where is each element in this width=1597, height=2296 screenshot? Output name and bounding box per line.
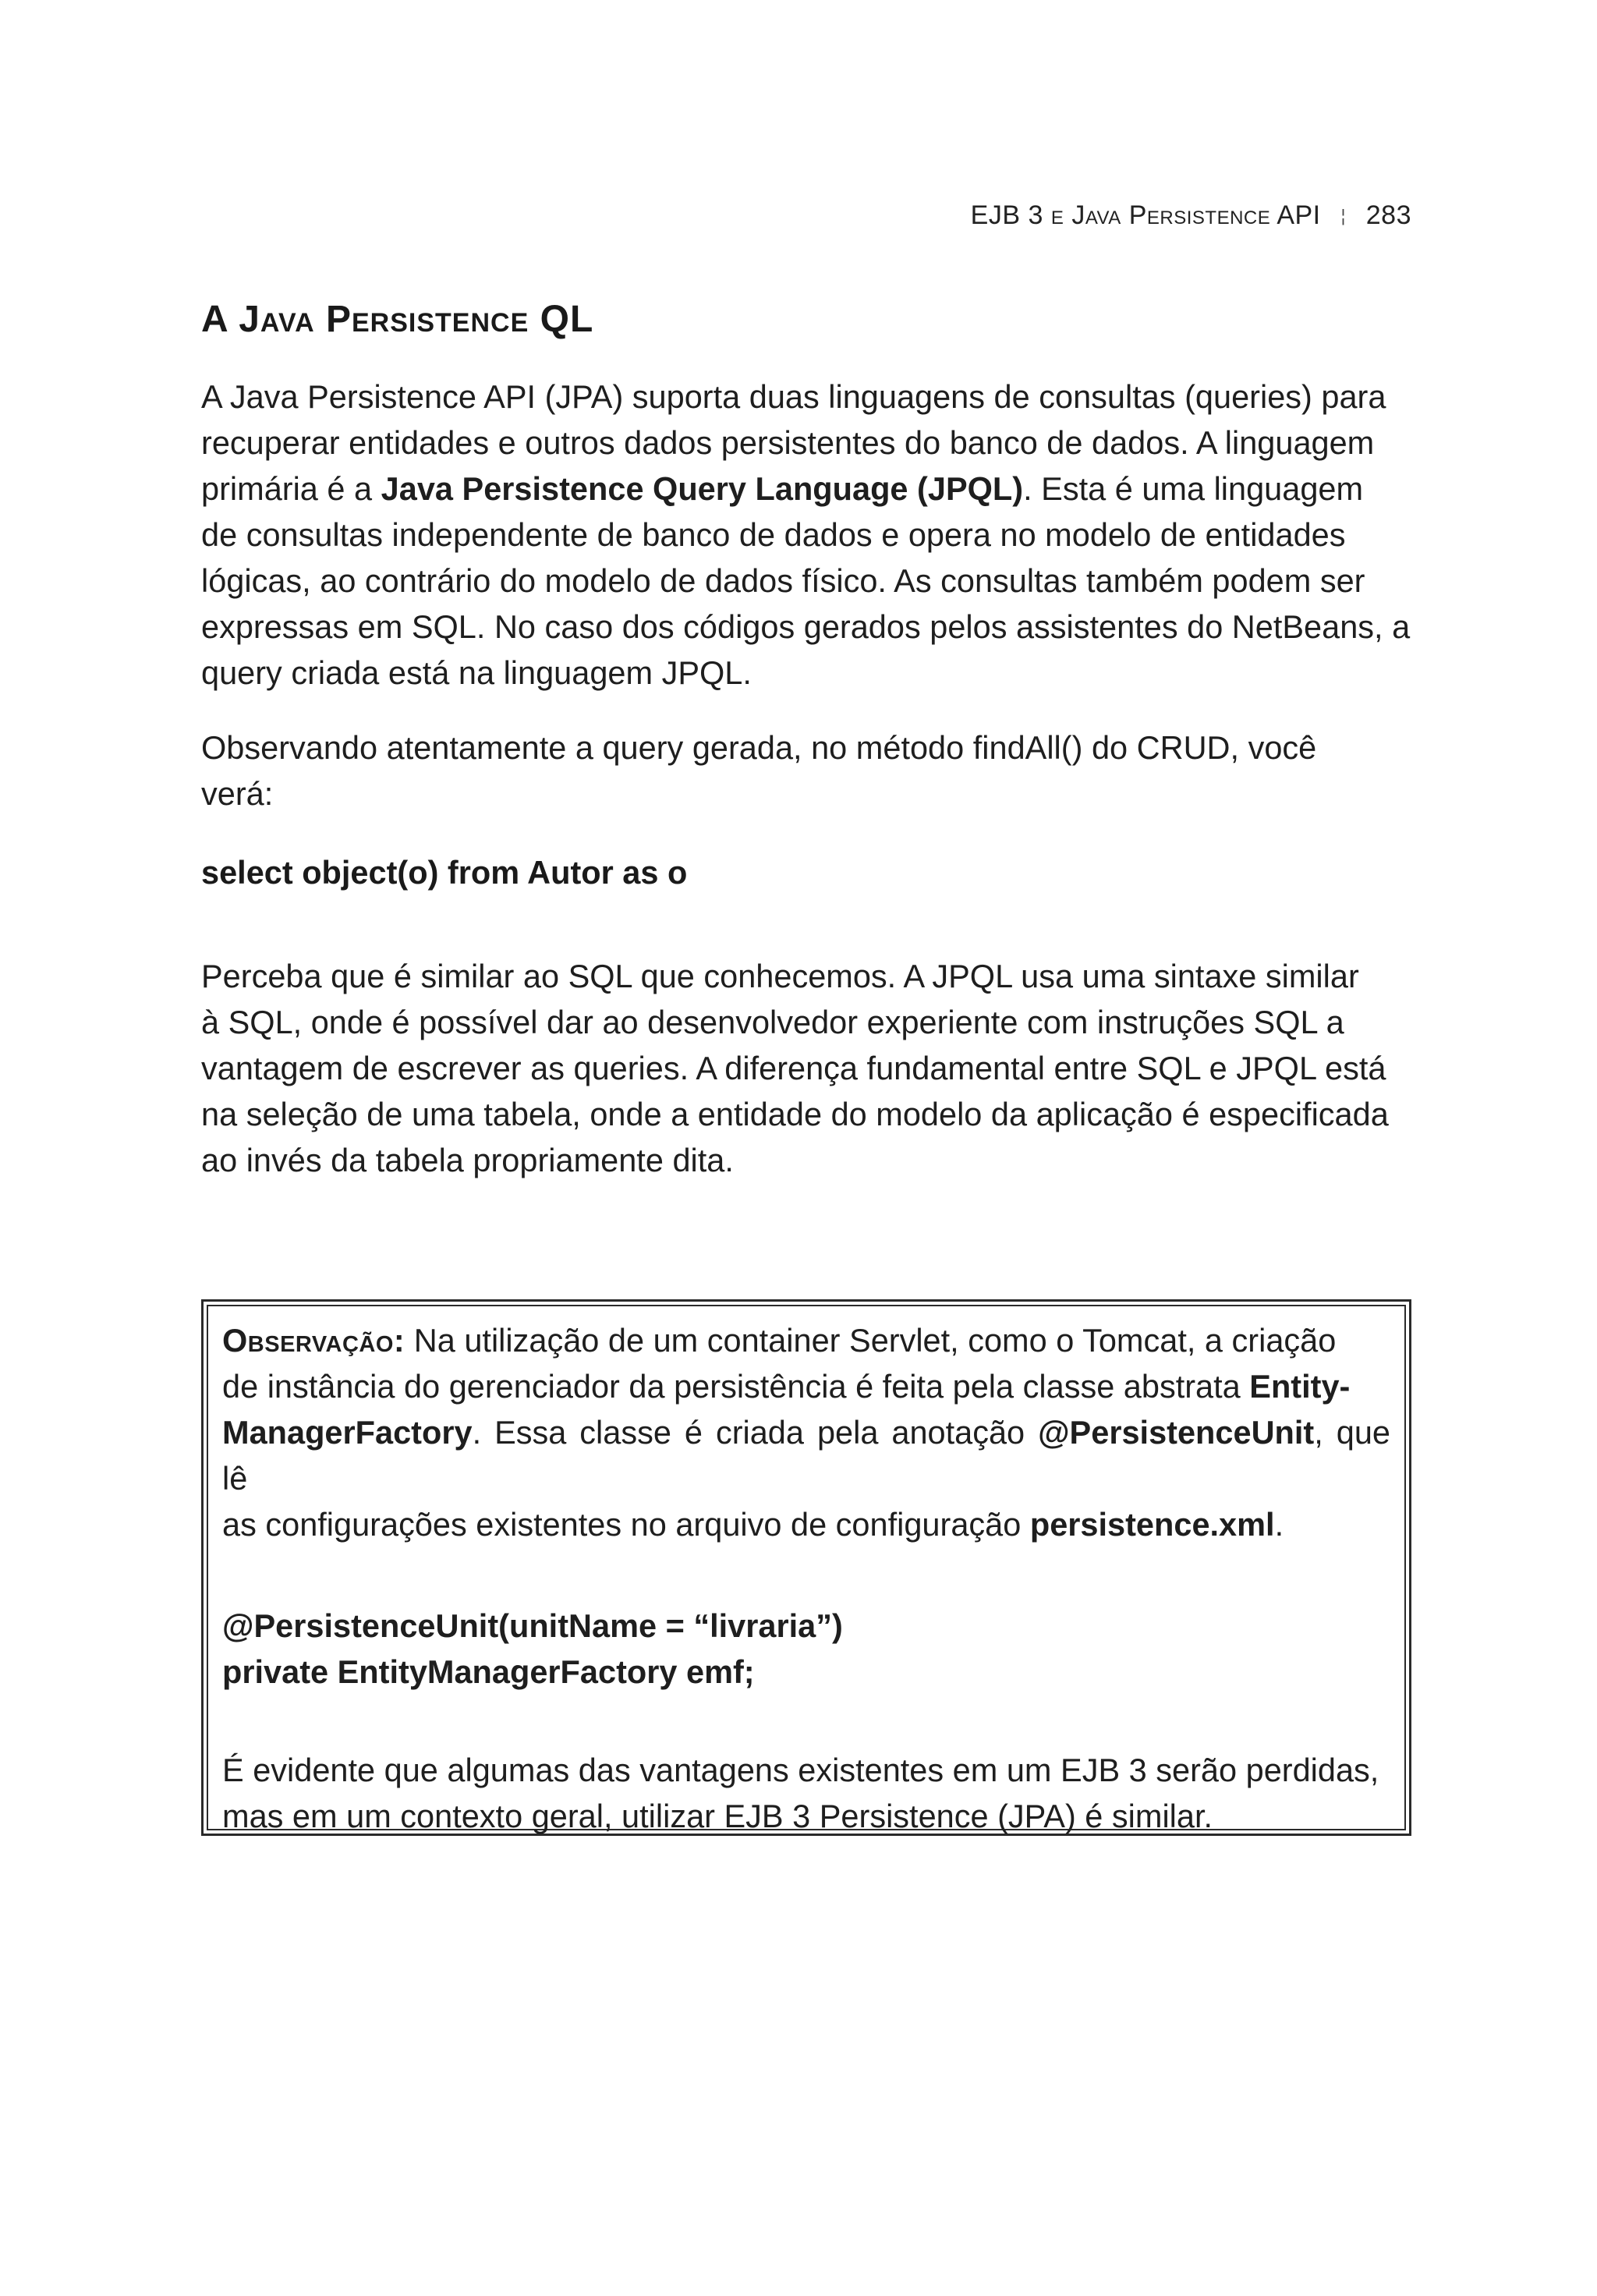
- code-line: [222, 1649, 1390, 1695]
- code-declaration: private EntityManagerFactory emf;: [222, 1653, 755, 1690]
- text-span: as configurações existentes no arquivo de configuração: [222, 1506, 1030, 1543]
- page-number: 283: [1365, 200, 1411, 230]
- annotation-name: @PersistenceUnit: [1038, 1414, 1315, 1451]
- text-line: lógicas, ao contrário do modelo de dados físico. As consultas também podem ser: [201, 562, 1365, 599]
- config-file-name: persistence.xml: [1029, 1506, 1275, 1543]
- running-title-jpa: Java Persistence API: [1071, 200, 1321, 230]
- text-line: verá:: [201, 775, 274, 812]
- text-line: Observando atentamente a query gerada, no método findAll() do CRUD, você: [201, 729, 1317, 766]
- note-line: mas em um contexto geral, utilizar EJB 3 Persistence (JPA) é similar.: [222, 1798, 1213, 1834]
- note-line: [222, 1363, 1390, 1409]
- text-line: [201, 466, 1411, 512]
- text-line: query criada está na linguagem JPQL.: [201, 654, 752, 691]
- note-box-inner: [207, 1305, 1406, 1834]
- text-span: . Esta é uma linguagem: [1023, 470, 1364, 507]
- text-line: A Java Persistence API (JPA) suporta duas linguagens de consultas (queries) para: [201, 378, 1386, 415]
- text-line: de consultas independente de banco de dados e opera no modelo de entidades: [201, 516, 1346, 553]
- running-title-conjunction: e: [1050, 200, 1064, 230]
- text-span: . Essa classe é criada pela anotação: [472, 1414, 1039, 1451]
- jpql-term: Java Persistence Query Language (JPQL): [381, 470, 1024, 507]
- text-span: primária é a: [201, 470, 381, 507]
- note-line: [222, 1501, 1390, 1547]
- paragraph-jpa-intro: [201, 374, 1411, 696]
- class-name-part: ManagerFactory: [222, 1414, 473, 1451]
- text-line: recuperar entidades e outros dados persistentes do banco de dados. A linguagem: [201, 424, 1375, 461]
- text-line: na seleção de uma tabela, onde a entidade do modelo da aplicação é especificada: [201, 1096, 1389, 1132]
- text-span: Na utilização de um container Servlet, como o Tomcat, a criação: [405, 1322, 1337, 1359]
- note-box: [201, 1299, 1411, 1836]
- text-line: expressas em SQL. No caso dos códigos gerados pelos assistentes do NetBeans, a: [201, 608, 1411, 645]
- text-line: vantagem de escrever as queries. A diferença fundamental entre SQL e JPQL está: [201, 1050, 1386, 1086]
- text-line: ao invés da tabela propriamente dita.: [201, 1142, 734, 1178]
- code-annotation: @PersistenceUnit(unitName = “livraria”): [222, 1607, 843, 1644]
- paragraph-sql-comparison: [201, 953, 1411, 1183]
- class-name-part: Entity-: [1249, 1368, 1351, 1405]
- text-span: , que lê: [222, 1414, 1390, 1497]
- running-header: [936, 198, 1411, 233]
- text-line: Perceba que é similar ao SQL que conhecemos. A JPQL usa uma sintaxe similar: [201, 958, 1359, 994]
- section-title: A Java Persistence QL: [201, 299, 594, 340]
- running-title-ejb: EJB 3: [970, 200, 1043, 230]
- code-line: [222, 1603, 1390, 1649]
- header-separator: ¦: [1340, 206, 1346, 225]
- note-line: [222, 1317, 1390, 1363]
- text-span: .: [1274, 1506, 1284, 1543]
- note-label: Observação:: [222, 1322, 405, 1359]
- query-example: select object(o) from Autor as o: [201, 854, 688, 891]
- note-line: [222, 1409, 1390, 1501]
- text-line: à SQL, onde é possível dar ao desenvolvedor experiente com instruções SQL a: [201, 1004, 1344, 1040]
- body-content: [201, 374, 1411, 1183]
- text-span: de instância do gerenciador da persistência é feita pela classe abstrata: [222, 1368, 1250, 1405]
- paragraph-findall: [201, 725, 1411, 817]
- note-line: É evidente que algumas das vantagens existentes em um EJB 3 serão perdidas,: [222, 1752, 1379, 1788]
